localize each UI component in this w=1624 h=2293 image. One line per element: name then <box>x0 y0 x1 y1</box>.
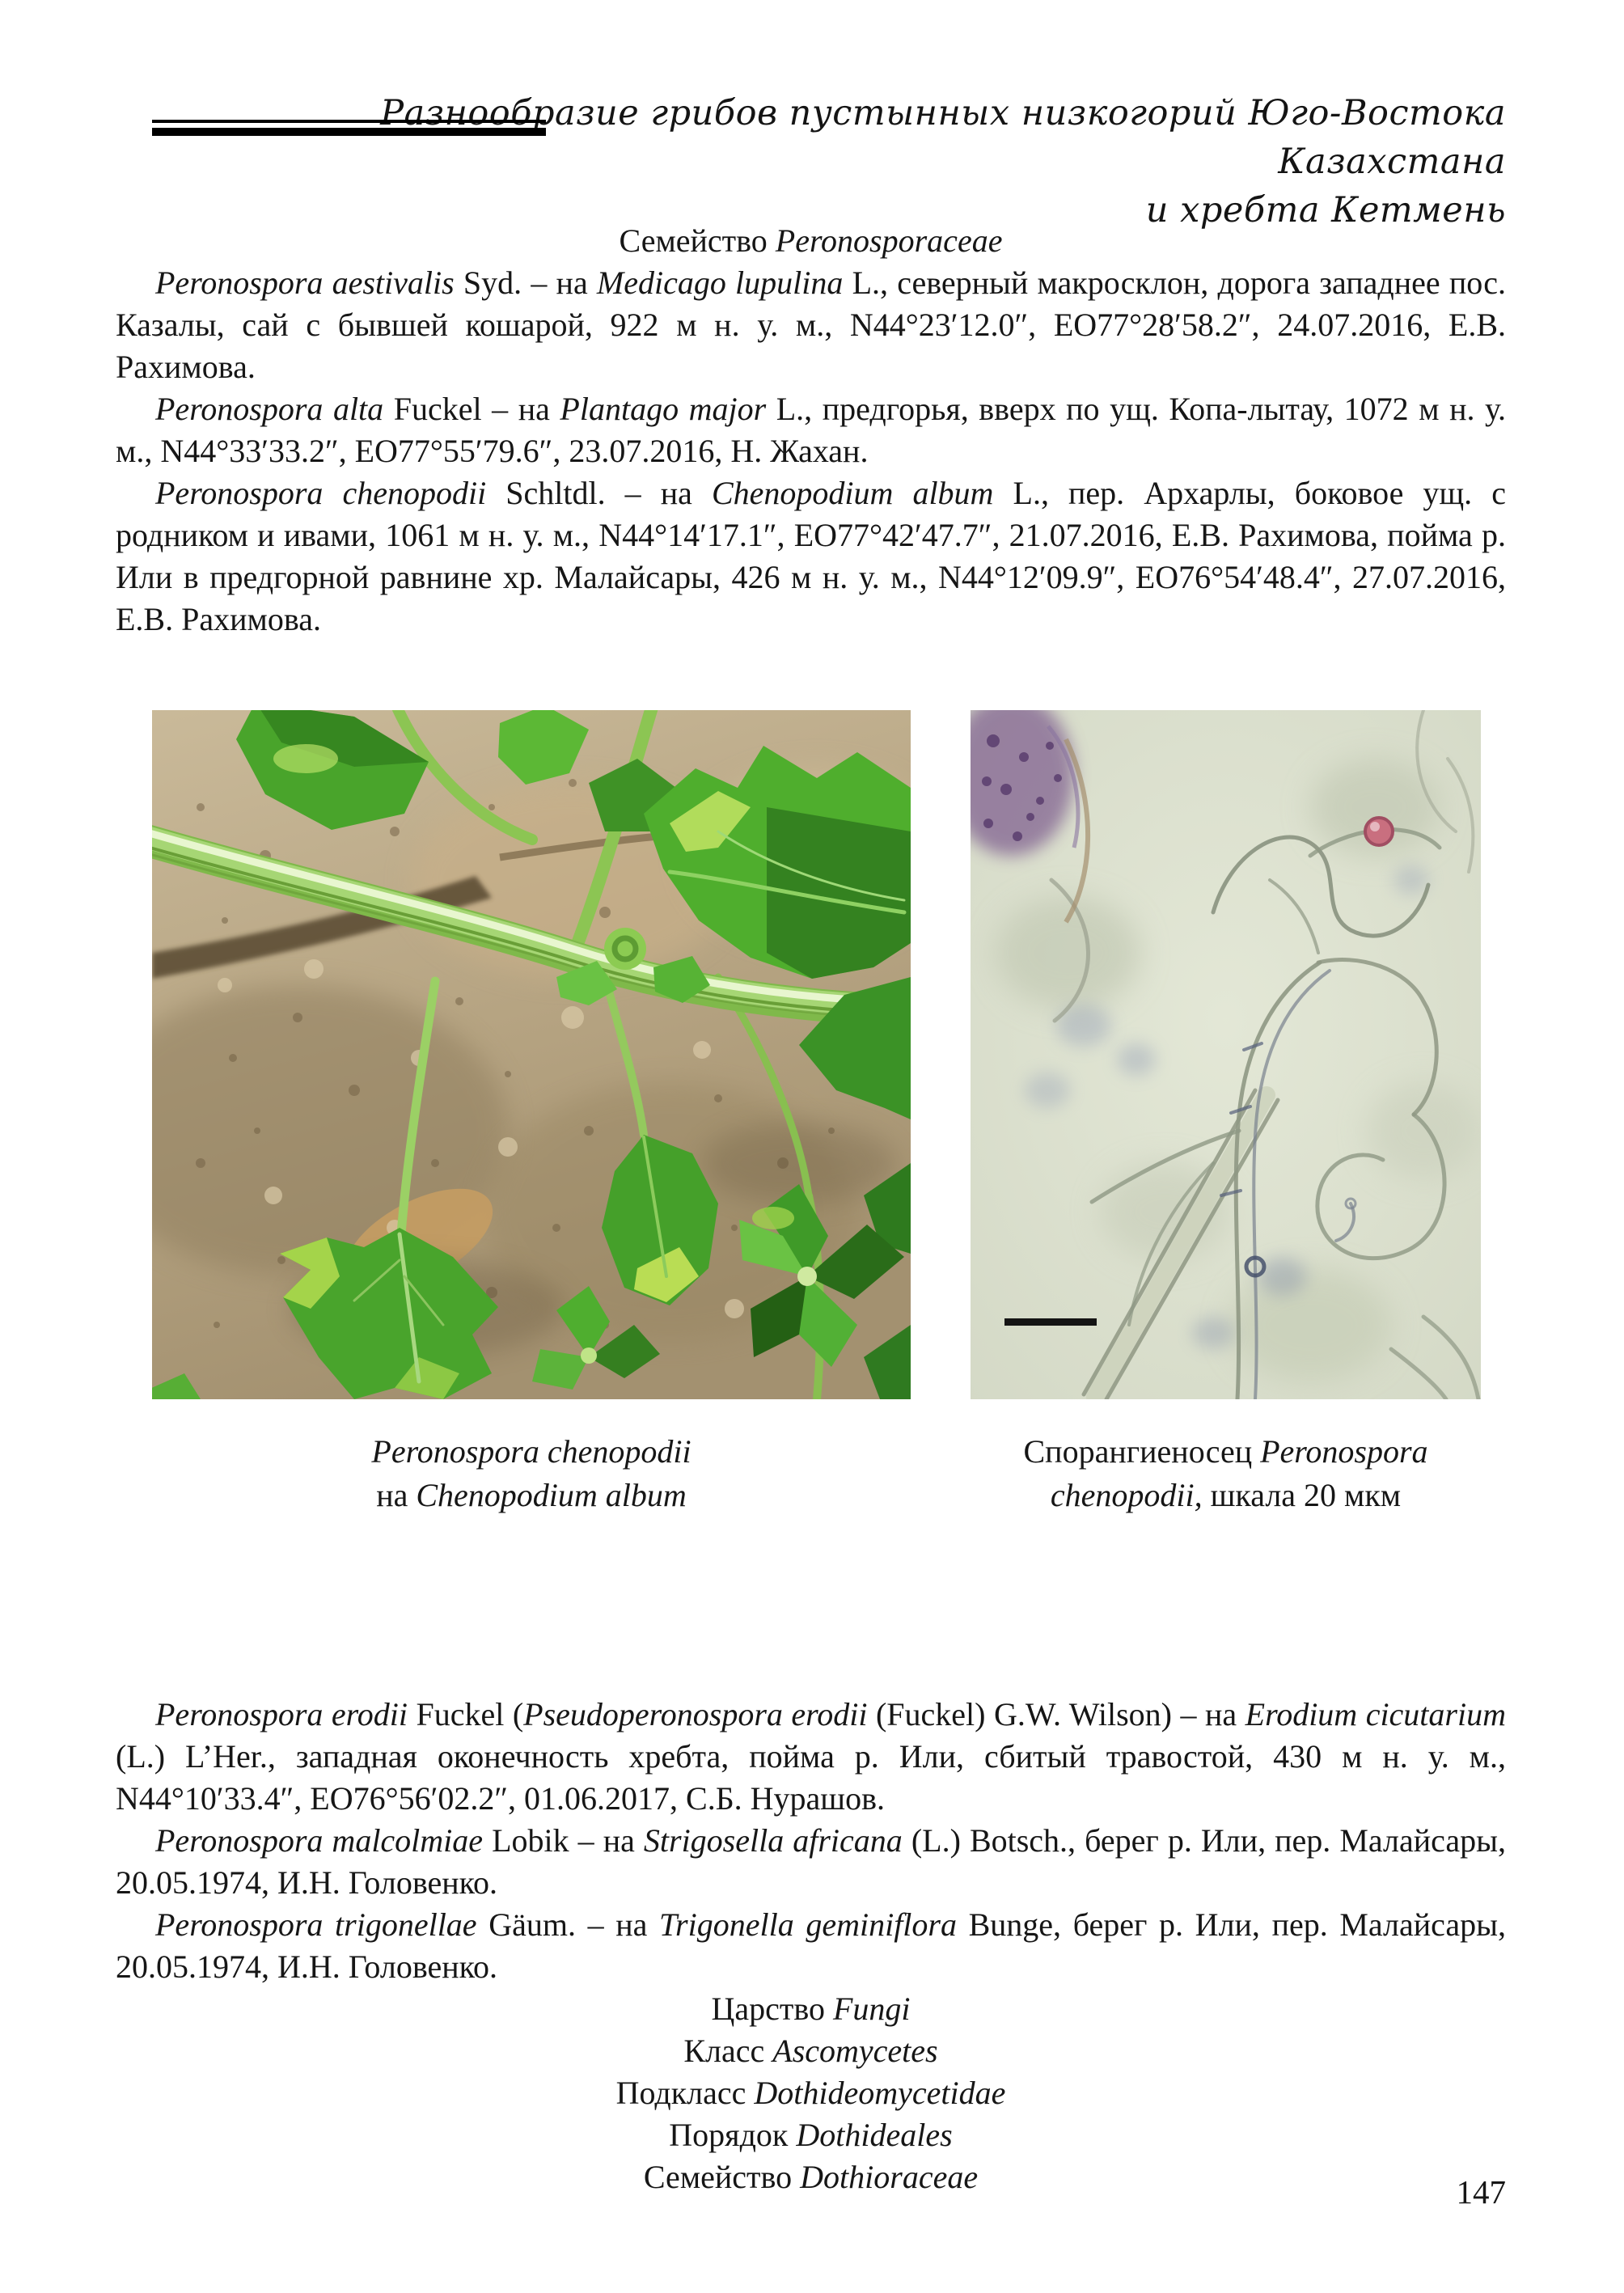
species-paragraph-alta <box>116 388 1506 472</box>
rank-label: Класс <box>683 2033 773 2069</box>
figure-right <box>971 710 1481 1517</box>
figure-caption-left <box>152 1430 911 1517</box>
section-heading-rank: Семейство <box>619 222 776 259</box>
species-name: Peronospora erodii <box>155 1696 408 1732</box>
species-name: Peronospora aestivalis <box>155 264 455 301</box>
taxon-name: Dothideales <box>796 2117 953 2153</box>
host-name: Erodium cicutarium <box>1245 1696 1506 1732</box>
header-rule <box>152 120 546 136</box>
running-header-line1: Разнообразие грибов пустынных низкогорий Юго-Востока Казахстана <box>380 93 1506 182</box>
rank-label: Царство <box>711 1991 833 2027</box>
taxon-name: Ascomycetes <box>772 2033 938 2069</box>
species-name: Peronospora trigonellae <box>155 1906 477 1943</box>
record-text: Fuckel ( <box>407 1696 524 1732</box>
taxon-name: Dothioraceae <box>800 2159 979 2195</box>
figure-caption-right <box>971 1430 1481 1517</box>
figure-left <box>152 710 911 1517</box>
taxonomy-class <box>116 2030 1506 2072</box>
species-name: Peronospora alta <box>155 391 384 427</box>
plant-photo <box>152 710 911 1399</box>
record-text: (L.) L’Her., западная оконечность хребта, пойма р. Или, сбитый травостой, 430 м н. у. м., N44°10′33.4″, EO76°56′02.2″, 01.06.2017, С.Б. Нурашов. <box>116 1738 1506 1817</box>
record-text: L., пер. Архарлы, боковое ущ. с родником и ивами, 1061 м н. у. м., N44°14′17.1″, EO77°42′47.7″, 21.07.2016, Е.В. Рахимова, пойма р. Или в предгорной равнине хр. Малайсары, 426 м н. у. м., N44°12′09.9″, EO76°54′48.4″, 27.07.2016, Е.В. Рахимова. <box>116 475 1507 637</box>
caption-text: на <box>376 1477 417 1513</box>
figures-row <box>116 710 1506 1606</box>
species-paragraph-trigonellae <box>116 1904 1506 1988</box>
caption-species: Peronospora chenopodii <box>371 1433 691 1470</box>
rank-label: Семейство <box>643 2159 801 2195</box>
species-paragraph-erodii <box>116 1694 1506 1820</box>
caption-species: Peronospora <box>1260 1433 1428 1470</box>
running-header-line2: и хребта Кетмень <box>1145 190 1506 231</box>
rank-label: Порядок <box>669 2117 797 2153</box>
section-heading <box>116 220 1506 262</box>
record-text: Syd. – на <box>454 264 597 301</box>
record-text: L., северный макросклон, дорога западнее пос. Казалы, сай с бывшей кошарой, 922 м н. у. м., N44°23′12.0″, EO77°28′58.2″, 24.07.2016, Е.В. Рахимова. <box>116 264 1507 385</box>
host-name: Trigonella geminiflora <box>659 1906 957 1943</box>
species-paragraph-aestivalis <box>116 262 1506 388</box>
page-content <box>116 220 1506 2198</box>
caption-line <box>152 1430 911 1474</box>
caption-line <box>971 1474 1481 1517</box>
record-text: Lobik – на <box>483 1822 644 1859</box>
caption-host: Chenopodium album <box>416 1477 687 1513</box>
taxon-name: Dothideomycetidae <box>754 2075 1006 2111</box>
taxonomy-order <box>116 2114 1506 2156</box>
spore <box>1365 818 1393 845</box>
taxonomy-family <box>116 2156 1506 2198</box>
taxon-name: Fungi <box>832 1991 911 2027</box>
taxonomy-subclass <box>116 2072 1506 2114</box>
page-number: 147 <box>1456 2173 1506 2211</box>
species-name: Peronospora chenopodii <box>155 475 487 511</box>
running-header <box>374 89 1506 235</box>
record-text: (L.) Botsch., берег р. Или, пер. Малайсары, 20.05.1974, И.Н. Головенко. <box>116 1822 1507 1901</box>
record-text: Gäum. – на <box>476 1906 659 1943</box>
host-name: Strigosella africana <box>643 1822 903 1859</box>
caption-line <box>152 1474 911 1517</box>
synonym-name: Pseudoperonospora erodii <box>523 1696 868 1732</box>
record-text: (Fuckel) G.W. Wilson) – на <box>867 1696 1245 1732</box>
record-text: Schltdl. – на <box>486 475 712 511</box>
record-text: L., предгорья, вверх по ущ. Копа-лытау, 1072 м н. у. м., N44°33′33.2″, EO77°55′79.6″, 23.07.2016, Н. Жахан. <box>116 391 1507 469</box>
host-name: Chenopodium album <box>711 475 994 511</box>
caption-line <box>971 1430 1481 1474</box>
record-text: Bunge, берег р. Или, пер. Малайсары, 20.05.1974, И.Н. Головенко. <box>116 1906 1507 1985</box>
rank-label: Подкласс <box>615 2075 755 2111</box>
lower-text <box>116 1694 1506 2198</box>
caption-text: Спорангиеносец <box>1023 1433 1261 1470</box>
host-name: Plantago major <box>560 391 767 427</box>
section-heading-taxon: Peronosporaceae <box>775 222 1003 259</box>
micrograph-photo <box>971 710 1481 1399</box>
taxonomy-block <box>116 1988 1506 2198</box>
species-paragraph-malcolmiae <box>116 1820 1506 1904</box>
record-text: Fuckel – на <box>383 391 560 427</box>
species-paragraph-chenopodii <box>116 472 1506 641</box>
scale-bar <box>1004 1318 1097 1326</box>
caption-scale-text: шкала 20 мкм <box>1202 1477 1402 1513</box>
caption-species: chenopodii, <box>1050 1477 1203 1513</box>
species-name: Peronospora malcolmiae <box>155 1822 484 1859</box>
taxonomy-kingdom <box>116 1988 1506 2030</box>
host-name: Medicago lupulina <box>596 264 844 301</box>
